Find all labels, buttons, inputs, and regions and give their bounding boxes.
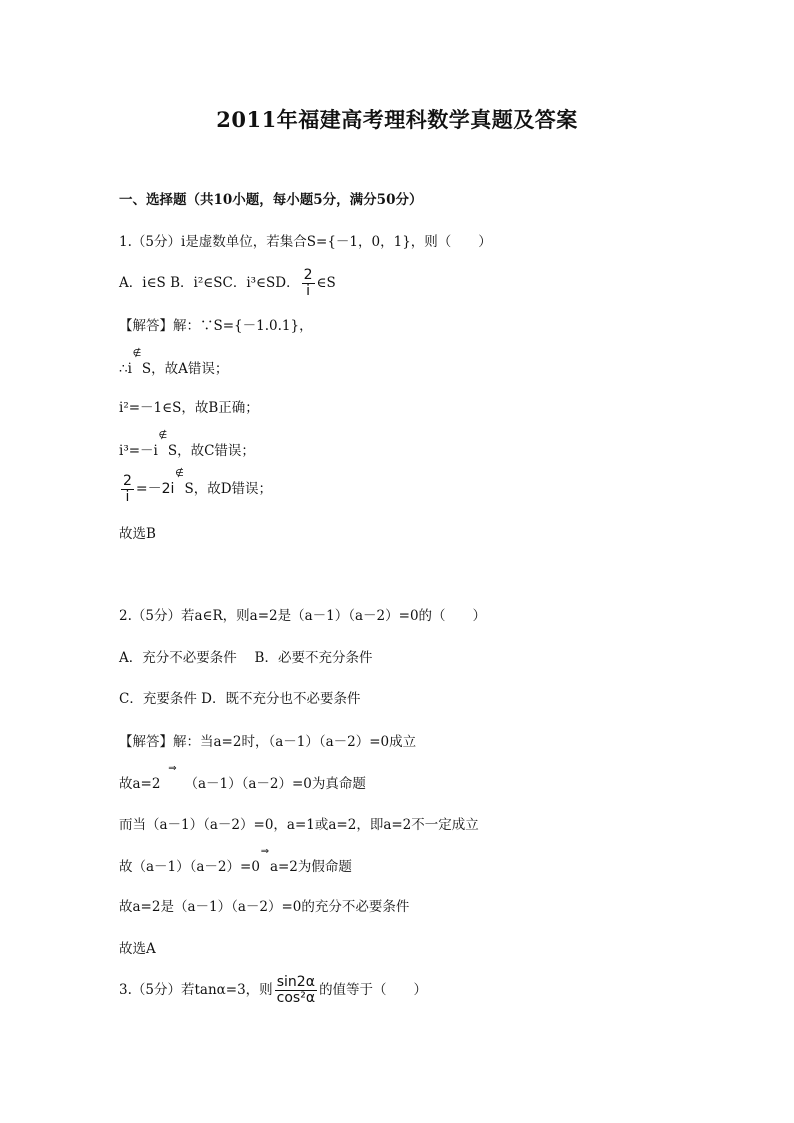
implies-symbol — [160, 763, 184, 794]
q2-line2-prefix: 故a=2 — [119, 776, 161, 792]
q1-option-d-fraction — [302, 268, 315, 299]
q1-stem: 1.（5分）i是虚数单位，若集合S={－1，0，1}，则（ ） — [119, 234, 492, 250]
q1-option-d-suffix: ∈S — [316, 275, 336, 291]
q3-stem-prefix: 3.（5分）若tanα=3，则 — [119, 982, 273, 998]
section-heading: 一、选择题（共10小题，每小题5分，满分50分） — [119, 192, 423, 208]
q1-line5-fraction — [121, 474, 134, 505]
q3-stem-suffix: 的值等于（ ） — [319, 982, 428, 998]
q1-conclusion: 故选B — [119, 526, 156, 542]
q2-options-row2: C．充要条件 D．既不充分也不必要条件 — [119, 691, 361, 707]
q1-line4-prefix: i³=－i — [119, 443, 158, 459]
q1-options — [119, 268, 336, 299]
q2-answer-line5: 故a=2是（a－1）（a－2）=0的充分不必要条件 — [119, 899, 410, 915]
q2-answer-line4 — [119, 846, 352, 877]
q1-line2-prefix: ∴i — [119, 361, 132, 377]
q1-line2-suffix: S，故A错误； — [141, 361, 229, 377]
q2-line4-suffix: a=2为假命题 — [269, 859, 352, 875]
q3-stem — [119, 975, 427, 1006]
not-in-symbol — [132, 348, 142, 379]
implies-icon: ⇒ — [168, 763, 177, 774]
q2-answer-line3: 而当（a－1）（a－2）=0，a=1或a=2，即a=2不一定成立 — [119, 817, 479, 833]
q2-conclusion: 故选A — [119, 941, 156, 957]
q1-line5-mid: =－2i — [135, 481, 175, 497]
q1-answer-line5 — [119, 468, 273, 505]
not-in-icon: ∉ — [158, 430, 168, 441]
q3-fraction-numerator: sin2α — [275, 975, 317, 991]
not-in-icon: ∉ — [175, 468, 184, 479]
not-in-symbol — [174, 468, 184, 499]
not-in-icon: ∉ — [132, 348, 142, 359]
q1-answer-line3: i²=－1∈S，故B正确； — [119, 400, 259, 416]
implies-icon: ⇒ — [260, 846, 270, 857]
q1-line5-numerator: 2 — [123, 473, 132, 489]
q1-option-d-numerator: 2 — [303, 267, 313, 283]
q2-line2-suffix: （a－1）（a－2）=0为真命题 — [184, 776, 366, 792]
q1-answer-line2 — [119, 348, 229, 379]
q1-answer-line4 — [119, 430, 255, 461]
q2-answer-line1: 【解答】解：当a=2时，（a－1）（a－2）=0成立 — [119, 734, 417, 750]
page-title: 2011年福建高考理科数学真题及答案 — [216, 107, 578, 132]
q2-stem: 2.（5分）若a∈R，则a=2是（a－1）（a－2）=0的（ ） — [119, 608, 487, 624]
q1-line5-suffix: S，故D错误； — [184, 481, 273, 497]
q1-answer-line1: 【解答】解：∵S={－1.0.1}， — [119, 318, 313, 334]
q1-options-text: A．i∈S B．i²∈SC．i³∈SD． — [119, 275, 300, 291]
q2-options-row1: A．充分不必要条件 B．必要不充分条件 — [119, 650, 373, 666]
q3-fraction-denominator: cos²α — [276, 990, 316, 1006]
q1-line5-denominator: i — [125, 489, 130, 505]
q2-answer-line2 — [119, 763, 366, 794]
not-in-symbol — [158, 430, 168, 461]
q3-fraction — [275, 975, 317, 1006]
implies-symbol — [260, 846, 270, 877]
q1-line4-suffix: S，故C错误； — [167, 443, 255, 459]
q2-line4-prefix: 故（a－1）（a－2）=0 — [119, 859, 260, 875]
q1-option-d-denominator: i — [306, 283, 311, 299]
